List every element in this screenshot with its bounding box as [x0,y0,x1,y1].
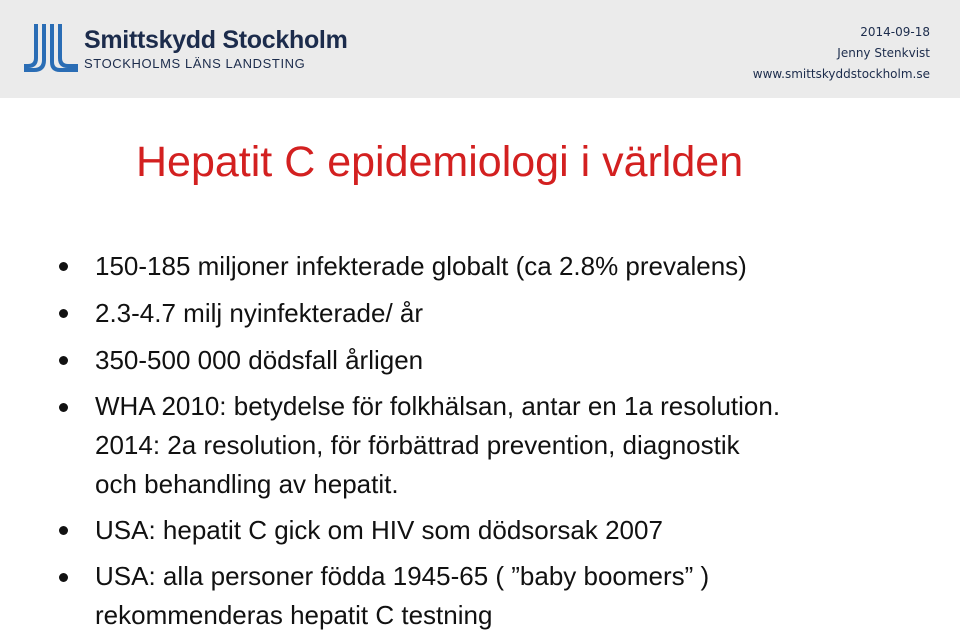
bullet-text: WHA 2010: betydelse för folkhälsan, antar en 1a resolution. [95,391,781,421]
bullet-text: 2.3-4.7 milj nyinfekterade/ år [95,298,424,328]
bullet-item [0,246,920,287]
smittskydd-logo [22,22,372,74]
logo-name: Smittskydd Stockholm [84,26,348,54]
bullet-text: 150-185 miljoner infekterade globalt (ca 2.8% prevalens) [95,251,747,281]
bullet-dot-icon [59,526,68,535]
bullet-dot-icon [59,262,68,271]
slide-title: Hepatit C epidemiologi i världen [136,138,744,186]
slide-header [0,0,960,98]
bullet-item [0,510,920,551]
bullet-dot-icon [59,403,68,412]
bullet-item [0,557,920,635]
slide-author: Jenny Stenkvist [837,46,930,60]
bullet-text: 350-500 000 dödsfall årligen [95,345,424,375]
bullet-item [0,387,920,504]
bullet-dot-icon [59,573,68,582]
bullet-item [0,340,920,381]
bullet-text: 2014: 2a resolution, för förbättrad prevention, diagnostik [95,430,740,460]
bullet-text: rekommenderas hepatit C testning [95,600,493,630]
slide-meta [753,22,930,85]
website-link[interactable]: www.smittskyddstockholm.se [752,67,930,81]
logo-mark-icon [22,22,80,72]
bullet-dot-icon [59,309,68,318]
bullet-text: USA: alla personer födda 1945-65 ( ”baby boomers” ) [95,561,710,591]
bullet-dot-icon [59,356,68,365]
bullet-item [0,293,920,334]
bullet-text: USA: hepatit C gick om HIV som dödsorsak 2007 [95,515,663,545]
bullet-text: och behandling av hepatit. [95,469,399,499]
bullet-list [0,246,920,641]
logo-subtitle: STOCKHOLMS LÄNS LANDSTING [84,56,306,71]
slide-date: 2014-09-18 [860,25,930,39]
